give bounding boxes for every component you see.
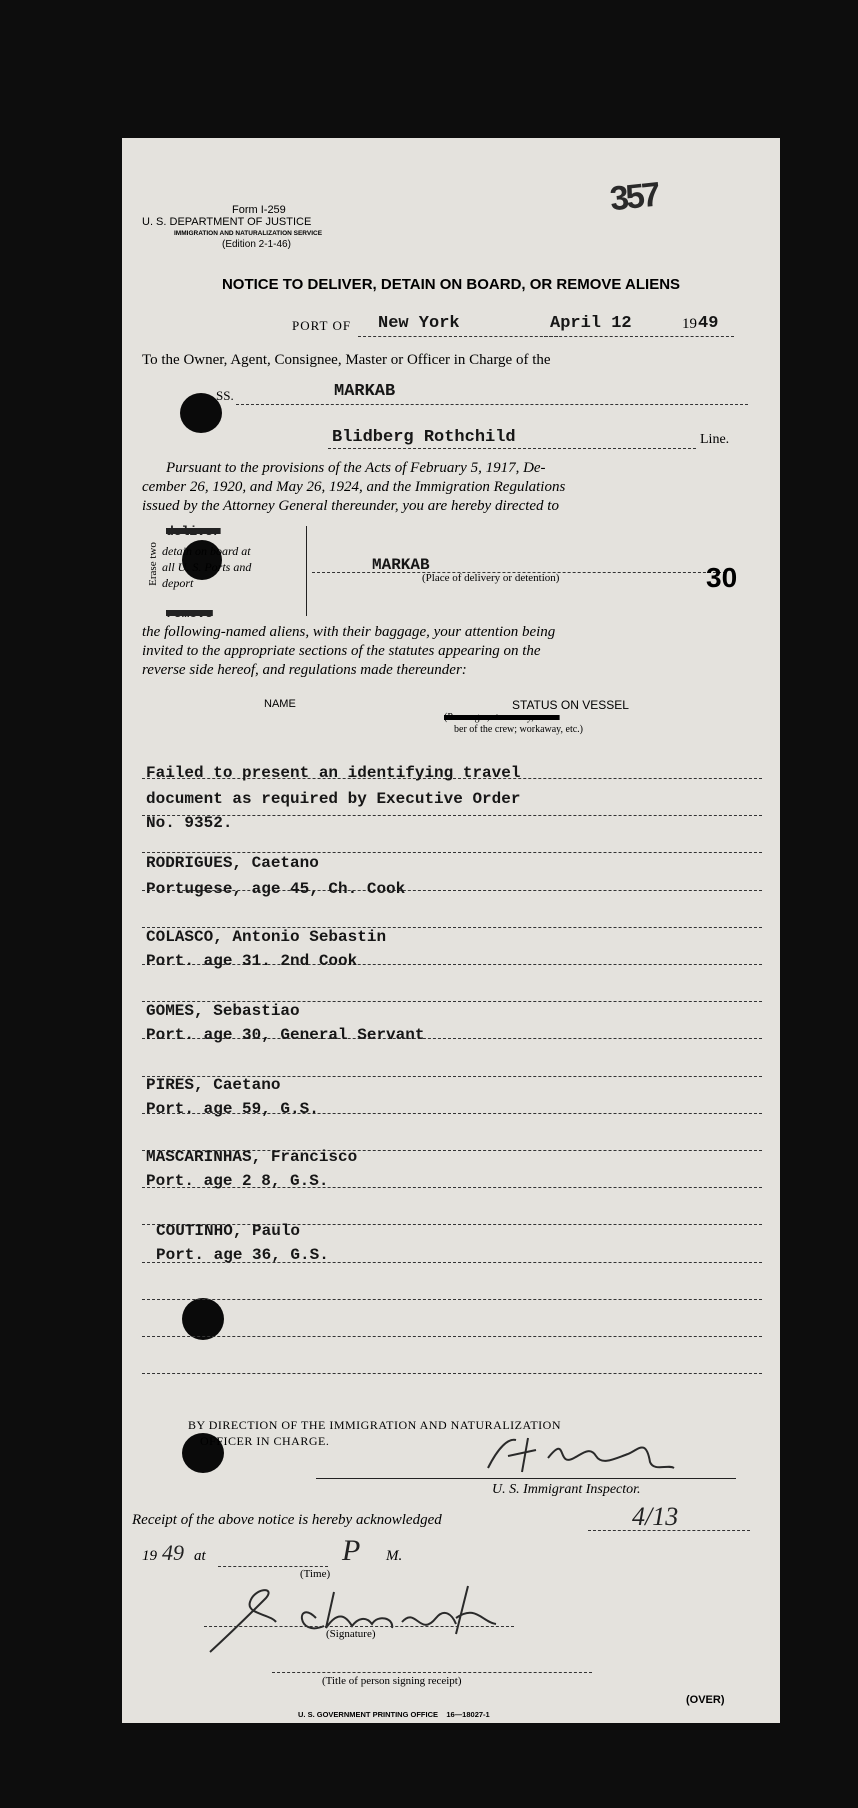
option-remove-struck: remove: [166, 606, 213, 621]
option-deliver-struck: deliver: [166, 524, 221, 539]
alien-detail: Port. age 59, G.S.: [146, 1100, 319, 1118]
ss-label: SS.: [216, 388, 234, 403]
col-name-header: NAME: [264, 698, 296, 710]
col-status-header: STATUS ON VESSEL: [512, 698, 629, 712]
pursuant-1: Pursuant to the provisions of the Acts of February 5, 1917, De-: [166, 460, 546, 476]
ruled-line: [142, 1299, 762, 1300]
to-line: To the Owner, Agent, Consignee, Master or Officer in Charge of the: [142, 352, 551, 368]
signature-label: (Signature): [326, 1628, 376, 1640]
pursuant-3: issued by the Attorney General thereunder, you are hereby directed to: [142, 498, 559, 514]
direction-text-2: OFFICER IN CHARGE.: [200, 1434, 330, 1448]
alien-name: MASCARINHAS, Francisco: [146, 1148, 358, 1166]
form-page: [122, 138, 780, 1723]
inspector-label: U. S. Immigrant Inspector.: [492, 1482, 641, 1497]
following-2: invited to the appropriate sections of the statutes appearing on the: [142, 643, 541, 659]
port-label: PORT OF: [292, 318, 352, 333]
option-detain: detain on board at: [162, 544, 251, 558]
date-value: April 12: [550, 314, 632, 333]
alien-name: RODRIGUES, Caetano: [146, 854, 319, 872]
form-title: NOTICE TO DELIVER, DETAIN ON BOARD, OR REMOVE ALIENS: [221, 276, 681, 293]
receipt-date: 4/13: [632, 1502, 679, 1531]
remark-line: document as required by Executive Order: [146, 790, 521, 808]
ruled-line: [142, 1373, 762, 1374]
service: IMMIGRATION AND NATURALIZATION SERVICE: [174, 230, 323, 237]
ruled-line: [142, 1336, 762, 1337]
pursuant-2: cember 26, 1920, and May 26, 1924, and the Immigration Regulations: [142, 479, 566, 495]
direction-text-1: BY DIRECTION OF THE IMMIGRATION AND NATURALIZATION: [188, 1418, 561, 1432]
receipt-year: 49: [162, 1540, 184, 1565]
punch-hole-3: [182, 1298, 224, 1340]
alien-detail: Port. age 30, General Servant: [146, 1026, 425, 1044]
time-line: [218, 1566, 328, 1567]
alien-detail: Port. age 31. 2nd Cook: [146, 952, 358, 970]
following-3: reverse side hereof, and regulations made thereunder:: [142, 662, 467, 678]
stamp-number: 357: [608, 175, 660, 219]
year-value: 49: [698, 314, 719, 333]
title-line: [272, 1672, 592, 1673]
alien-detail: Portugese, age 45, Ch. Cook: [146, 880, 406, 898]
place-label: (Place of delivery or detention): [422, 572, 560, 584]
receipt-at: at: [194, 1548, 206, 1564]
port-value: New York: [378, 314, 460, 333]
inspector-signature: [478, 1428, 678, 1478]
option-bracket: [306, 526, 307, 616]
ship-name: MARKAB: [334, 382, 396, 401]
receipt-time: P: [342, 1534, 361, 1567]
date-line: [544, 336, 734, 337]
line-value: Blidberg Rothchild: [332, 428, 516, 447]
alien-name: PIRES, Caetano: [146, 1076, 281, 1094]
inspector-line: [316, 1478, 736, 1479]
remark-line: No. 9352.: [146, 814, 233, 832]
alien-name: COUTINHO, Paulo: [156, 1222, 301, 1240]
alien-name: COLASCO, Antonio Sebastin: [146, 928, 387, 946]
time-label: (Time): [300, 1568, 331, 1580]
place-value: MARKAB: [372, 556, 430, 574]
title-label: (Title of person signing receipt): [322, 1675, 462, 1687]
signature-line: [204, 1626, 514, 1627]
receipt-signature: [206, 1578, 526, 1658]
erase-two-label: Erase two: [147, 542, 159, 586]
alien-detail: Port. age 36, G.S.: [156, 1246, 329, 1264]
place-number: 30: [706, 562, 738, 593]
ruled-line: [142, 815, 762, 816]
option-deport: deport: [162, 576, 194, 590]
receipt-m: M.: [386, 1548, 403, 1564]
receipt-text: Receipt of the above notice is hereby acknowledged: [132, 1512, 442, 1528]
printing-office: U. S. GOVERNMENT PRINTING OFFICE 16—18027-1: [298, 1710, 490, 1719]
alien-name: GOMES, Sebastiao: [146, 1002, 300, 1020]
line-line: [328, 448, 696, 449]
ship-line: [236, 404, 748, 405]
line-label: Line.: [700, 432, 730, 447]
receipt-year-prefix: 19: [142, 1548, 157, 1564]
port-line: [358, 336, 558, 337]
edition: (Edition 2-1-46): [222, 239, 291, 250]
status-options-1: (Passenger, stowaway, mem-: [444, 712, 560, 723]
remark-line: Failed to present an identifying travel: [146, 764, 521, 782]
year-prefix: 19: [682, 316, 697, 332]
department: U. S. DEPARTMENT OF JUSTICE: [142, 216, 312, 228]
form-number: Form I-259: [232, 204, 286, 216]
following-1: the following-named aliens, with their baggage, your attention being: [142, 624, 556, 640]
option-ports: all U. S. Ports and: [162, 560, 252, 574]
status-options-2: ber of the crew; workaway, etc.): [454, 724, 584, 735]
alien-detail: Port. age 2 8, G.S.: [146, 1172, 329, 1190]
over-label: (OVER): [686, 1694, 725, 1706]
